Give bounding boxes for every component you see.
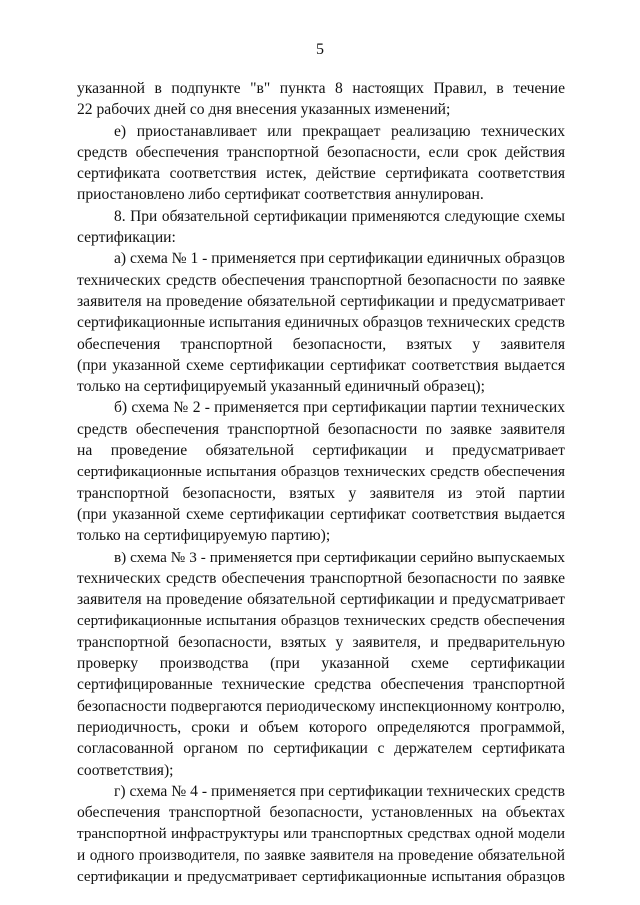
text-line: обеспечения транспортной безопасности, установленных на объектах: [77, 804, 565, 822]
text-line: транспортной безопасности, взятых у заявителя из этой партии: [77, 484, 565, 502]
text-line: е) приостанавливает или прекращает реализацию технических: [114, 122, 565, 140]
text-line: указанной в подпункте "в" пункта 8 настоящих Правил, в течение: [77, 80, 565, 97]
text-line: приостановлено либо сертификат соответствия аннулирован.: [77, 186, 484, 204]
text-line: (при указанной схеме сертификации сертификат соответствия выдается: [77, 356, 565, 374]
text-line: (при указанной схеме сертификации сертификат соответствия выдается: [77, 505, 565, 523]
text-line: сертифицированные технические средства обеспечения транспортной: [77, 676, 565, 694]
text-line: г) схема № 4 - применяется при сертификации технических средств: [114, 782, 565, 800]
text-line: согласованной органом по сертификации с держателем сертификата: [77, 740, 565, 758]
text-line: и одного производителя, по заявке заявителя на проведение обязательной: [77, 846, 565, 864]
page-number: 5: [316, 41, 324, 58]
text-line: сертификации:: [77, 229, 176, 247]
text-line: заявителя на проведение обязательной сертификации и предусматривает: [77, 292, 565, 310]
text-line: технических средств обеспечения транспортной безопасности по заявке: [77, 271, 565, 289]
text-line: 22 рабочих дней со дня внесения указанных изменений;: [77, 101, 451, 119]
text-line: в) схема № 3 - применяется при сертификации серийно выпускаемых: [114, 548, 565, 566]
text-line: соответствия);: [77, 761, 174, 779]
text-line: на проведение обязательной сертификации и предусматривает: [77, 442, 565, 460]
text-line: 8. При обязательной сертификации применяются следующие схемы: [114, 207, 565, 225]
text-line: средств обеспечения транспортной безопасности по заявке заявителя: [77, 420, 565, 438]
text-line: сертификации и предусматривает сертификационные испытания образцов: [77, 867, 565, 885]
text-line: сертификата соответствия истек, действие сертификата соответствия: [77, 165, 565, 183]
text-line: только на сертифицируемый указанный единичный образец);: [77, 378, 485, 396]
text-line: а) схема № 1 - применяется при сертификации единичных образцов: [114, 250, 565, 268]
text-line: сертификационные испытания единичных образцов технических средств: [77, 314, 565, 332]
text-line: технических средств обеспечения транспортной безопасности по заявке: [77, 569, 565, 587]
text-line: средств обеспечения транспортной безопасности, если срок действия: [77, 143, 565, 161]
text-line: сертификационные испытания образцов технических средств обеспечения: [77, 463, 565, 481]
text-line: б) схема № 2 - применяется при сертификации партии технических: [114, 399, 565, 417]
text-line: периодичность, сроки и объем которого определяются программой,: [77, 718, 565, 736]
text-line: сертификационные испытания образцов технических средств обеспечения: [77, 612, 565, 630]
text-line: только на сертифицируемую партию);: [77, 527, 331, 545]
document-body: [77, 78, 565, 887]
text-line: заявителя на проведение обязательной сертификации и предусматривает: [77, 591, 565, 609]
text-line: транспортной безопасности, взятых у заявителя, и предварительную: [77, 633, 565, 651]
text-line: транспортной инфраструктуры или транспортных средствах одной модели: [77, 825, 565, 843]
text-line: проверку производства (при указанной схеме сертификации: [77, 655, 565, 673]
text-line: обеспечения транспортной безопасности, взятых у заявителя: [77, 335, 565, 353]
text-line: безопасности подвергаются периодическому инспекционному контролю,: [77, 697, 565, 715]
